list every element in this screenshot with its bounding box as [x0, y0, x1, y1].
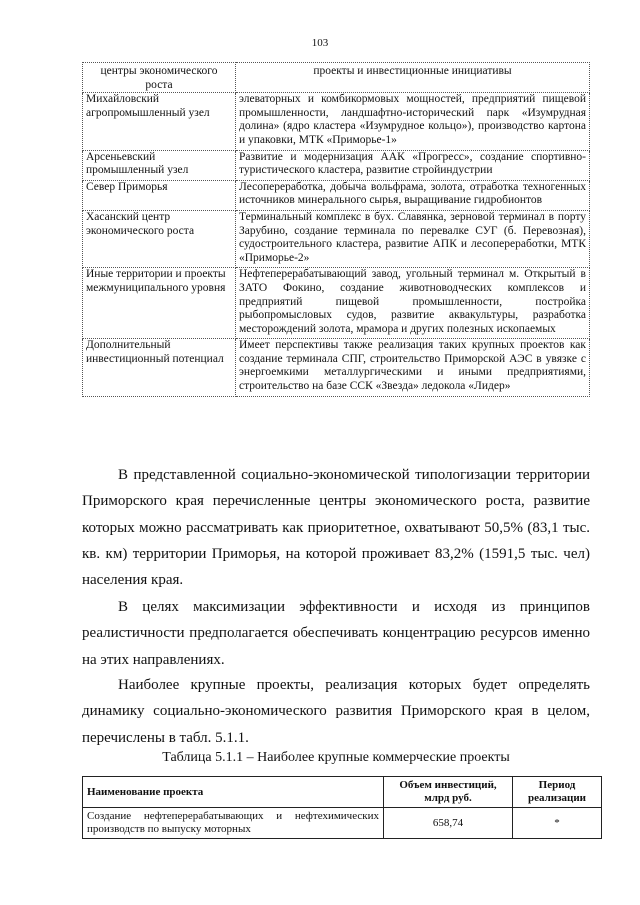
table-caption: Таблица 5.1.1 – Наиболее крупные коммерческие проекты — [162, 750, 510, 765]
page-number: 103 — [311, 37, 329, 49]
projects-cell: элеваторных и комбикормовых мощностей, предприятий пищевой промышленности, ландшафтно-исторический парк «Изумрудная долина» (ядро кластера «Изумрудное кольцо»), производство картона и упаковки, МТК «Приморье-1» — [236, 93, 590, 150]
growth-center-cell: Хасанский центр экономического роста — [83, 210, 236, 267]
column-header-project-name: Наименование проекта — [83, 777, 384, 808]
paragraph-projects — [82, 672, 590, 751]
paragraph-typology — [82, 462, 590, 593]
projects-cell: Развитие и модернизация ААК «Прогресс», создание спортивно-туристического кластера, развитие стройиндустрии — [236, 150, 590, 180]
column-header-investment: Объем инвестиций, млрд руб. — [384, 777, 513, 808]
projects-cell: Нефтеперерабатывающий завод, угольный терминал м. Открытый в ЗАТО Фокино, создание животноводческих комплексов и предприятий пищевой промышленности, постройка рыбопромысловых судов, развитие аквакультуры, разработка месторождений золота, мрамора и других полезных ископаемых — [236, 268, 590, 339]
projects-cell: Терминальный комплекс в бух. Славянка, зерновой терминал в порту Зарубино, создание терминала по перевалке СУГ (б. Перевозная), судостроительного кластера, развитие АПК и лесопереработки, МТК «Приморье-2» — [236, 210, 590, 267]
growth-center-cell: Арсеньевский промышленный узел — [83, 150, 236, 180]
paragraph-text: Наиболее крупные проекты, реализация которых будет определять динамику социально-экономического развития Приморского края в целом, перечислены в табл. 5.1.1. — [82, 677, 590, 746]
investment-cell: 658,74 — [384, 808, 513, 839]
table-row — [83, 150, 590, 180]
table-row — [83, 180, 590, 210]
table-header-row — [83, 777, 602, 808]
table-row — [83, 210, 590, 267]
commercial-projects-table — [82, 776, 602, 839]
period-cell: * — [513, 808, 602, 839]
projects-cell: Лесопереработка, добыча вольфрама, золота, отработка техногенных источников минерального сырья, выращивание гидробионтов — [236, 180, 590, 210]
growth-center-cell: Иные территории и проекты межмуниципального уровня — [83, 268, 236, 339]
paragraph-resources — [82, 594, 590, 673]
project-name-cell: Создание нефтеперерабатывающих и нефтехимических производств по выпуску моторных — [83, 808, 384, 839]
paragraph-text: В целях максимизации эффективности и исходя из принципов реалистичности предполагается обеспечивать концентрацию ресурсов именно на этих направлениях. — [82, 599, 590, 668]
paragraph-text: В представленной социально-экономической типологизации территории Приморского края перечисленные центры экономического роста, развитие которых можно рассматривать как приоритетное, охватывают 50,5% (83,1 тыс. кв. км) территории Приморья, на которой проживает 83,2% (1591,5 тыс. чел) населения края. — [82, 467, 590, 589]
growth-center-cell: Север Приморья — [83, 180, 236, 210]
projects-cell: Имеет перспективы также реализация таких крупных проектов как создание терминала СПГ, строительство Приморской АЭС в увязке с энергоемкими металлургическими и иными предприятиями, строительство на базе ССК «Звезда» ледокола «Лидер» — [236, 339, 590, 396]
table-row — [83, 268, 590, 339]
table-header-row — [83, 63, 590, 93]
table-row — [83, 93, 590, 150]
growth-center-cell: Михайловский агропромышленный узел — [83, 93, 236, 150]
growth-centers-table — [82, 62, 590, 397]
column-header-centers: центры экономического роста — [83, 63, 236, 93]
growth-center-cell: Дополнительный инвестиционный потенциал — [83, 339, 236, 396]
column-header-period: Период реализации — [513, 777, 602, 808]
column-header-projects: проекты и инвестиционные инициативы — [236, 63, 590, 93]
table-row — [83, 808, 602, 839]
table-row — [83, 339, 590, 396]
